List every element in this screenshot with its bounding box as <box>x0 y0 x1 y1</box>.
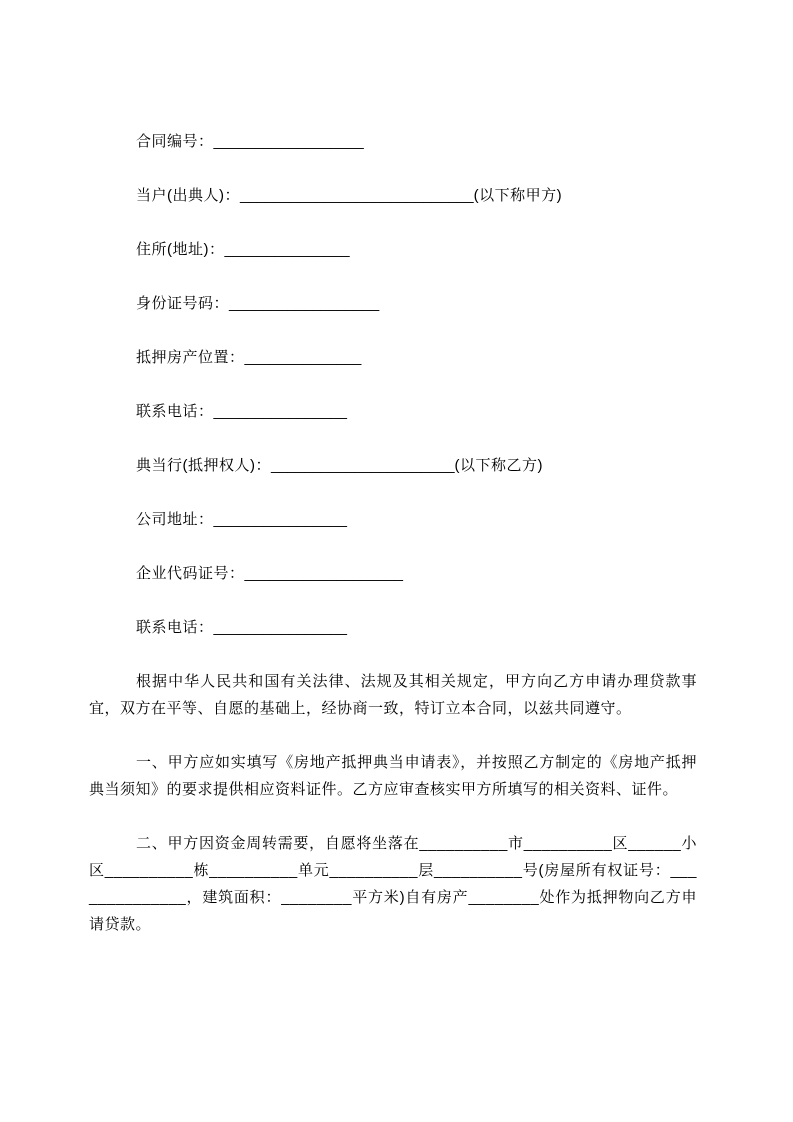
field-label: 典当行(抵押权人)： <box>136 457 271 474</box>
blank-line: __________________ <box>229 295 380 312</box>
blank-line: ________________ <box>213 619 347 636</box>
field-row-pawner-name <box>89 182 697 209</box>
field-label: 住所(地址)： <box>136 241 225 258</box>
field-label: 联系电话： <box>136 619 214 636</box>
field-row-pawnshop-name <box>89 452 697 479</box>
field-label: 企业代码证号： <box>136 565 245 582</box>
contract-body <box>89 668 697 938</box>
field-row-phone-party-a <box>89 398 697 425</box>
clause-1-paragraph: 一、甲方应如实填写《房地产抵押典当申请表》，并按照乙方制定的《房地产抵押典当须知》的要求提供相应资料证件。乙方应审查核实甲方所填写的相关资料、证件。 <box>89 754 697 798</box>
field-row-property-location <box>89 344 697 371</box>
field-row-company-address <box>89 506 697 533</box>
blank-line: __________________ <box>213 133 364 150</box>
field-label: 当户(出典人)： <box>136 187 240 204</box>
field-label: 抵押房产位置： <box>136 349 245 366</box>
field-row-contract-number <box>89 128 697 155</box>
field-row-enterprise-code <box>89 560 697 587</box>
blank-line: ______________ <box>244 349 362 366</box>
blank-line: ________________ <box>213 511 347 528</box>
field-row-id-number <box>89 290 697 317</box>
field-label: 联系电话： <box>136 403 214 420</box>
clause-2-paragraph: 二、甲方因资金周转需要，自愿将坐落在__________市__________区______小区__________栋__________单元__________层__________号(房屋所有权证号：______________，建筑面积：________平方米)自有房产________处作为抵押物向乙方申请贷款。 <box>89 835 697 933</box>
field-label: 合同编号： <box>136 133 214 150</box>
blank-line: _______________ <box>224 241 350 258</box>
field-suffix: (以下称甲方) <box>473 187 563 204</box>
blank-line: ______________________ <box>271 457 455 474</box>
intro-paragraph: 根据中华人民共和国有关法律、法规及其相关规定，甲方向乙方申请办理贷款事宜，双方在平等、自愿的基础上，经协商一致，特订立本合同，以兹共同遵守。 <box>89 673 697 717</box>
blank-line: ____________________________ <box>240 187 474 204</box>
field-row-residence-address <box>89 236 697 263</box>
field-suffix: (以下称乙方) <box>454 457 544 474</box>
blank-line: ________________ <box>213 403 347 420</box>
field-label: 公司地址： <box>136 511 214 528</box>
blank-line: ___________________ <box>244 565 404 582</box>
field-row-phone-party-b <box>89 614 697 641</box>
party-info-fields <box>89 128 697 641</box>
field-label: 身份证号码： <box>136 295 230 312</box>
